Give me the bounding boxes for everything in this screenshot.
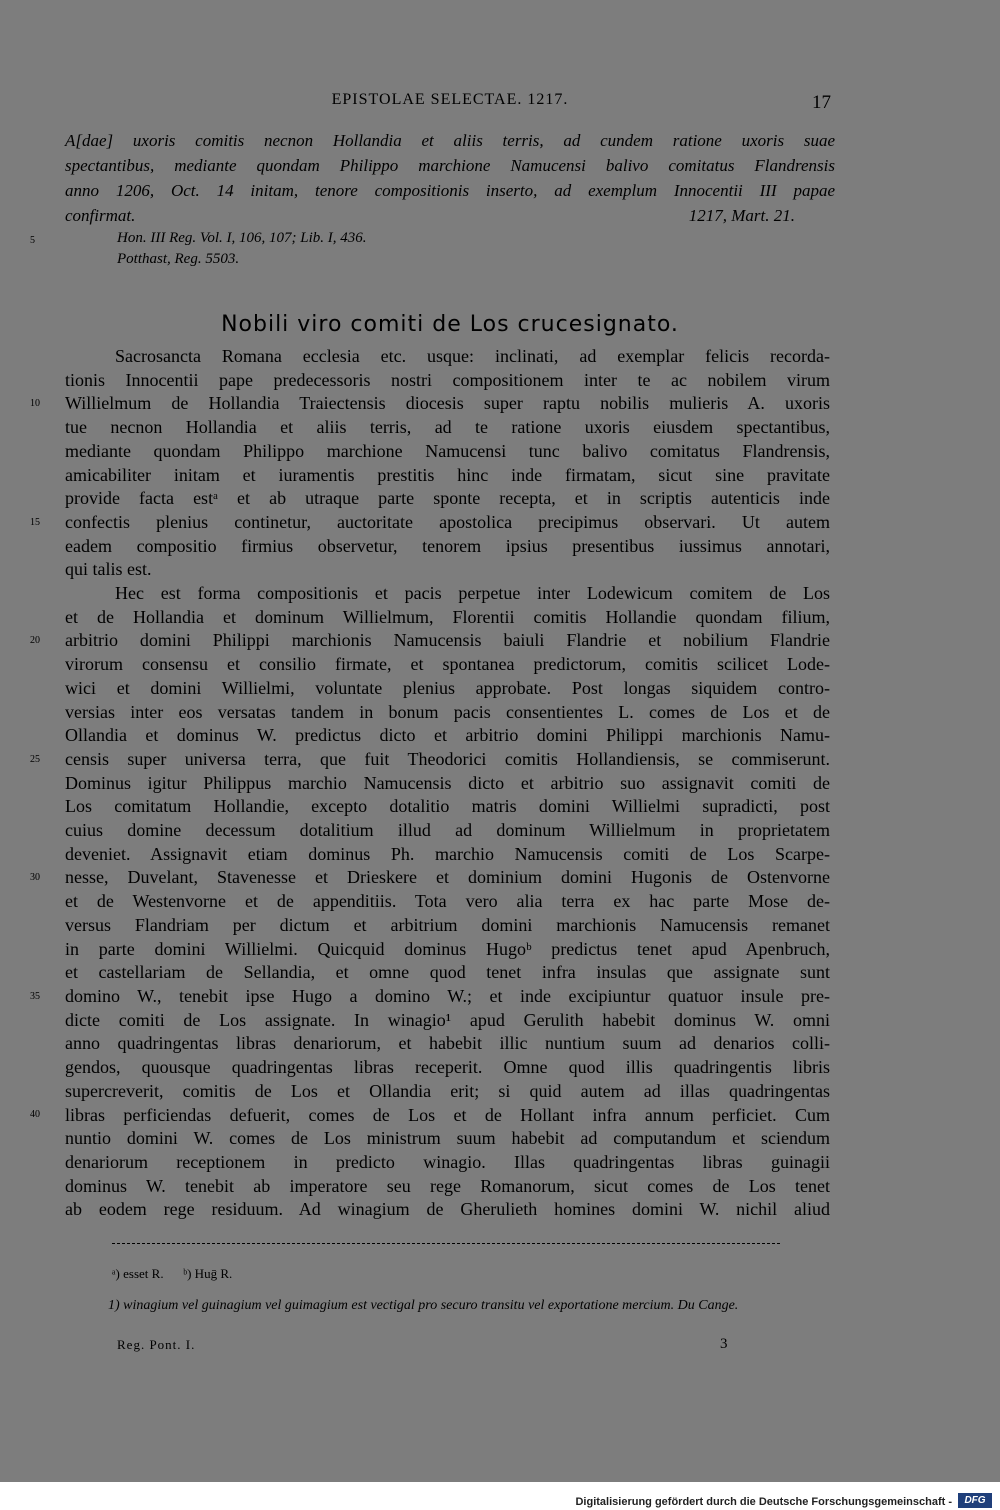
body-line: Dominus igitur Philippus marchio Namucensis dicto et arbitrio suo assignavit comiti de (65, 772, 830, 793)
body-line: Los comitatum Hollandie, excepto dotalitio matris domini Willielmi supradicti, post (65, 796, 830, 817)
body-line: provide facta estᵃ et ab utraque parte sponte recepta, et in scriptis autenticis inde (65, 488, 830, 509)
margin-line-number: 35 (30, 990, 40, 1002)
body-line: nesse, Duvelant, Stavenesse et Drieskere et dominium domini Hugonis de Ostenvorne (65, 867, 830, 888)
body-line: tue necnon Hollandia et aliis terris, ad te ratione uxoris eiusdem spectantibus, (65, 417, 830, 438)
body-line: deveniet. Assignavit etiam dominus Ph. marchio Namucensis comiti de Los Scarpe- (65, 843, 830, 864)
margin-line-number: 10 (30, 398, 40, 410)
body-line: domino W., tenebit ipse Hugo a domino W.; et inde excipiuntur quatuor insule pre- (65, 985, 830, 1006)
running-title: EPISTOLAE SELECTAE. 1217. (331, 91, 569, 108)
apparatus-footnotes: ᵃ) esset R. ᵇ) Huḡ R. (112, 1266, 233, 1281)
body-line: virorum consensu et consilio firmate, et spontanea predictorum, comitis scilicet Lode- (65, 654, 830, 675)
body-line: nuntio domini W. comes de Los ministrum suum habebit ad computandum et sciendum (65, 1128, 830, 1149)
letter-date: 1217, Mart. 21. (688, 206, 795, 225)
dfg-logo: DFG (958, 1493, 992, 1508)
body-line: denariorum receptionem in predicto winagio. Illas quadringentas libras guinagii (65, 1151, 830, 1172)
commentary-footnote: 1) winagium vel guinagium vel guimagium est vectigal pro securo transitu vel exportatione mercium. Du Cange. (108, 1298, 739, 1313)
body-line: confectis plenius continetur, auctoritate apostolica precipimus observari. Ut autem (65, 511, 830, 532)
body-line: arbitrio domini Philippi marchionis Namucensis baiuli Flandrie et nobilium Flandrie (65, 630, 830, 651)
summary-line: spectantibus, mediante quondam Philippo marchione Namucensi balivo comitatus Flandrensis (65, 156, 835, 175)
body-line: dominus W. tenebit ab imperatore seu rege Romanorum, sicut comes de Los tenet (65, 1175, 830, 1196)
body-line: censis super universa terra, que fuit Theodorici comitis Hollandiensis, se commiserunt. (65, 748, 830, 769)
body-line: mediante quondam Philippo marchione Namucensi tunc balivo comitatus Flandrensis, (65, 440, 830, 461)
summary-last-line (65, 203, 835, 228)
body-line: qui talis est. (65, 559, 152, 580)
signature-number: 3 (720, 1336, 728, 1352)
body-line: ab eodem rege residuum. Ad winagium de Gherulieth homines domini W. nichil aliud (65, 1199, 830, 1220)
body-line: Ollandia et dominus W. predictus dicto et arbitrio domini Philippi marchionis Namu- (65, 725, 830, 746)
margin-line-number: 5 (30, 235, 35, 246)
summary-line: A[dae] uxoris comitis necnon Hollandia et aliis terris, ad cundem ratione uxoris suae (65, 131, 835, 150)
letter-body (65, 345, 830, 1222)
body-line: versus Flandriam per dictum et arbitrium domini marchionis Namucensis remanet (65, 914, 830, 935)
margin-line-number: 30 (30, 872, 40, 884)
margin-line-number: 20 (30, 635, 40, 647)
signature-label: Reg. Pont. I. (117, 1337, 196, 1352)
reference-potthast: Potthast, Reg. 5503. (117, 251, 240, 267)
body-line: wici et domini Willielmi, voluntate plenius approbate. Post longas siquidem contro- (65, 677, 830, 698)
body-line: libras perficiendas defuerit, comes de Los et de Hollant infra annum perficiet. Cum (65, 1104, 830, 1125)
body-line: Hec est forma compositionis et pacis perpetue inter Lodewicum comitem de Los (115, 583, 830, 604)
summary-line: confirmat. (65, 206, 136, 225)
body-line: in parte domini Willielmi. Quicquid dominus Hugoᵇ predictus tenet apud Apenbruch, (65, 938, 830, 959)
body-line: anno quadringentas libras denariorum, et habebit illic nuntium suum ad denarios colli- (65, 1033, 830, 1054)
body-line: supercreverit, comitis de Los et Ollandia erit; si quid autem ad illas quadringentas (65, 1080, 830, 1101)
body-line: amicabiliter initam et iuramentis prestitis hinc inde firmatam, sicut sine pravitate (65, 464, 830, 485)
body-line: cuius domine decessum dotalitium illud ad dominum Willielmum in proprietatem (65, 820, 830, 841)
body-line: Willielmum de Hollandia Traiectensis diocesis super raptu nobilis mulieris A. uxoris (65, 393, 830, 414)
body-line: Sacrosancta Romana ecclesia etc. usque: inclinati, ad exemplar felicis recorda- (115, 346, 830, 366)
body-line: tionis Innocentii pape predecessoris nostri compositionem inter te ac nobilem virum (65, 369, 830, 390)
funding-notice: Digitalisierung gefördert durch die Deutsche Forschungsgemeinschaft - (575, 1496, 952, 1508)
body-line: eadem compositio firmius observetur, tenorem ipsius presentibus iussimus annotari, (65, 535, 830, 556)
reference-register: Hon. III Reg. Vol. I, 106, 107; Lib. I, 436. (117, 230, 367, 246)
margin-line-number: 40 (30, 1109, 40, 1121)
margin-line-number: 15 (30, 516, 40, 528)
footnote-rule (112, 1243, 780, 1244)
page-number: 17 (812, 92, 831, 113)
body-line: dicte comiti de Los assignate. In winagio¹ apud Gerulith habebit dominus W. omni (65, 1009, 830, 1030)
margin-line-number: 25 (30, 753, 40, 765)
body-line: versias inter eos versatas tandem in bonum pacis consentientes L. comes de Los et de (65, 701, 830, 722)
body-line: et de Hollandia et dominum Willielmum, Florentii comitis Hollandie quondam filium, (65, 606, 830, 627)
letter-summary (65, 128, 835, 228)
body-line: et castellariam de Sellandia, et omne quod tenet infra insulas que assignate sunt (65, 962, 830, 983)
summary-line: anno 1206, Oct. 14 initam, tenore compositionis inserto, ad exemplum Innocentii III papae (65, 181, 835, 200)
body-line: et de Westenvorne et de appenditiis. Tota vero alia terra ex hac parte Mose de- (65, 891, 830, 912)
body-line: gendos, quousque quadringentas libras receperit. Omne quod illis quadringentis libris (65, 1057, 830, 1078)
references (117, 228, 367, 270)
letter-title: Nobili viro comiti de Los crucesignato. (221, 312, 679, 337)
